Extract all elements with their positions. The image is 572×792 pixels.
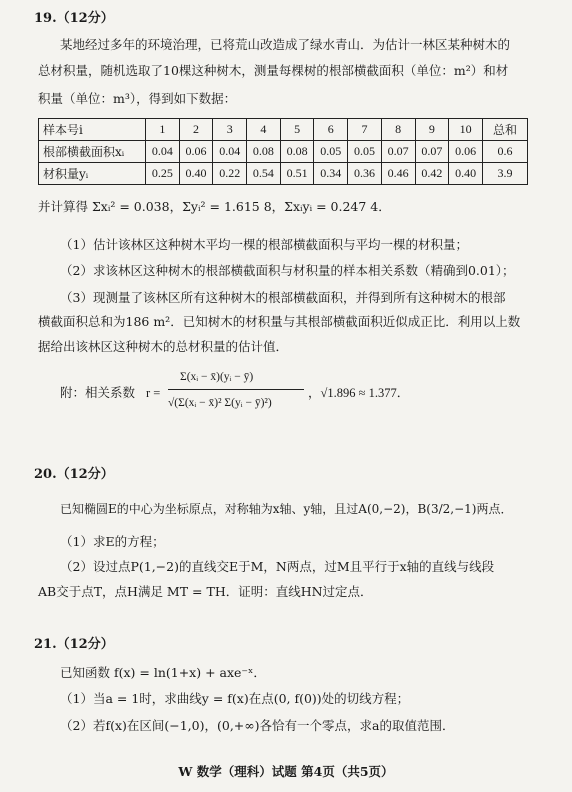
table-cell: 0.04 xyxy=(146,141,180,163)
q19-intro-line3: 积量（单位：m³），得到如下数据： xyxy=(38,91,237,106)
table-cell: 0.04 xyxy=(213,141,247,163)
sqrt-note: ，√1.896 ≈ 1.377． xyxy=(308,386,410,400)
page-footer: W 数学（理科）试题 第4页（共5页） xyxy=(178,764,394,779)
table-header-cell: 8 xyxy=(381,119,415,141)
table-sum-cell: 0.6 xyxy=(483,141,528,163)
table-header-cell: 6 xyxy=(314,119,348,141)
table-row xyxy=(39,141,528,163)
table-cell: 0.08 xyxy=(247,141,281,163)
row-label: 材积量yᵢ xyxy=(39,163,146,185)
q19-header: 19.（12分） xyxy=(34,11,114,26)
table-sum-cell: 3.9 xyxy=(483,163,528,185)
q21-line1: 已知函数 f(x) = ln(1+x) + axe⁻ˣ． xyxy=(60,665,266,680)
q20-part1: （1）求E的方程； xyxy=(60,534,165,549)
table-cell: 0.05 xyxy=(348,141,382,163)
table-cell: 0.51 xyxy=(280,163,314,185)
table-cell: 0.06 xyxy=(449,141,483,163)
q20-part2-line1: （2）设过点P(1,−2)的直线交E于M，N两点，过M且平行于x轴的直线与线段 xyxy=(60,559,495,574)
table-cell: 0.40 xyxy=(449,163,483,185)
table-cell: 0.22 xyxy=(213,163,247,185)
q21-part1: （1）当a = 1时，求曲线y = f(x)在点(0, f(0))处的切线方程； xyxy=(60,691,410,706)
formula-denominator: √(Σ(xᵢ − x̄)² Σ(yᵢ − ȳ)²) xyxy=(168,397,272,409)
table-cell: 0.42 xyxy=(415,163,449,185)
table-cell: 0.08 xyxy=(280,141,314,163)
q20-part2-line2: AB交于点T，点H满足 MT = TH．证明：直线HN过定点． xyxy=(38,584,373,599)
table-header-cell: 9 xyxy=(415,119,449,141)
q19-intro-line2: 总材积量，随机选取了10棵这种树木，测量每棵树的根部横截面积（单位：m²）和材 xyxy=(38,63,509,78)
q21-header: 21.（12分） xyxy=(34,637,114,652)
formula-numerator: Σ(xᵢ − x̄)(yᵢ − ȳ) xyxy=(180,371,254,383)
row-label: 根部横截面积xᵢ xyxy=(39,141,146,163)
q20-header: 20.（12分） xyxy=(34,467,114,482)
fraction-bar xyxy=(168,389,304,390)
q19-part3-line1: （3）现测量了该林区所有这种树木的根部横截面积，并得到所有这种树木的根部 xyxy=(60,290,506,305)
q21-part2: （2）若f(x)在区间(−1,0)，(0,+∞)各恰有一个零点，求a的取值范围． xyxy=(60,718,455,733)
table-cell: 0.46 xyxy=(381,163,415,185)
table-header-cell: 10 xyxy=(449,119,483,141)
table-cell: 0.54 xyxy=(247,163,281,185)
table-header-cell: 3 xyxy=(213,119,247,141)
table-cell: 0.07 xyxy=(415,141,449,163)
r-symbol: r = xyxy=(146,386,161,400)
q19-part1: （1）估计该林区这种树木平均一棵的根部横截面积与平均一棵的材积量； xyxy=(60,237,468,252)
q19-part3-line2: 横截面积总和为186 m²．已知树木的材积量与其根部横截面积近似成正比．利用以上数 xyxy=(38,314,521,329)
appendix-label: 附：相关系数 xyxy=(60,385,136,400)
table-cell: 0.36 xyxy=(348,163,382,185)
data-table xyxy=(38,118,528,185)
q20-line1: 已知椭圆E的中心为坐标原点，对称轴为x轴、y轴，且过A(0,−2)，B(3/2,−1)两点． xyxy=(60,502,513,516)
table-header-row xyxy=(39,119,528,141)
table-cell: 0.07 xyxy=(381,141,415,163)
table-row xyxy=(39,163,528,185)
sums-line: 并计算得 Σxᵢ² = 0.038，Σyᵢ² = 1.615 8，Σxᵢyᵢ = 0.247 4． xyxy=(38,199,391,214)
table-cell: 0.25 xyxy=(146,163,180,185)
table-header-cell: 1 xyxy=(146,119,180,141)
table-cell: 0.06 xyxy=(179,141,213,163)
table-header-cell: 5 xyxy=(280,119,314,141)
q19-intro-line1: 某地经过多年的环境治理，已将荒山改造成了绿水青山．为估计一林区某种树木的 xyxy=(60,37,511,52)
table-cell: 0.34 xyxy=(314,163,348,185)
table-cell: 0.05 xyxy=(314,141,348,163)
q19-part2: （2）求该林区这种树木的根部横截面积与材积量的样本相关系数（精确到0.01）； xyxy=(60,263,515,278)
table-header-cell: 7 xyxy=(348,119,382,141)
table-header-cell: 总和 xyxy=(483,119,528,141)
table-cell: 0.40 xyxy=(179,163,213,185)
table-header-cell: 样本号i xyxy=(39,119,146,141)
table-header-cell: 2 xyxy=(179,119,213,141)
table-header-cell: 4 xyxy=(247,119,281,141)
q19-part3-line3: 据给出该林区这种树木的总材积量的估计值． xyxy=(38,339,289,354)
